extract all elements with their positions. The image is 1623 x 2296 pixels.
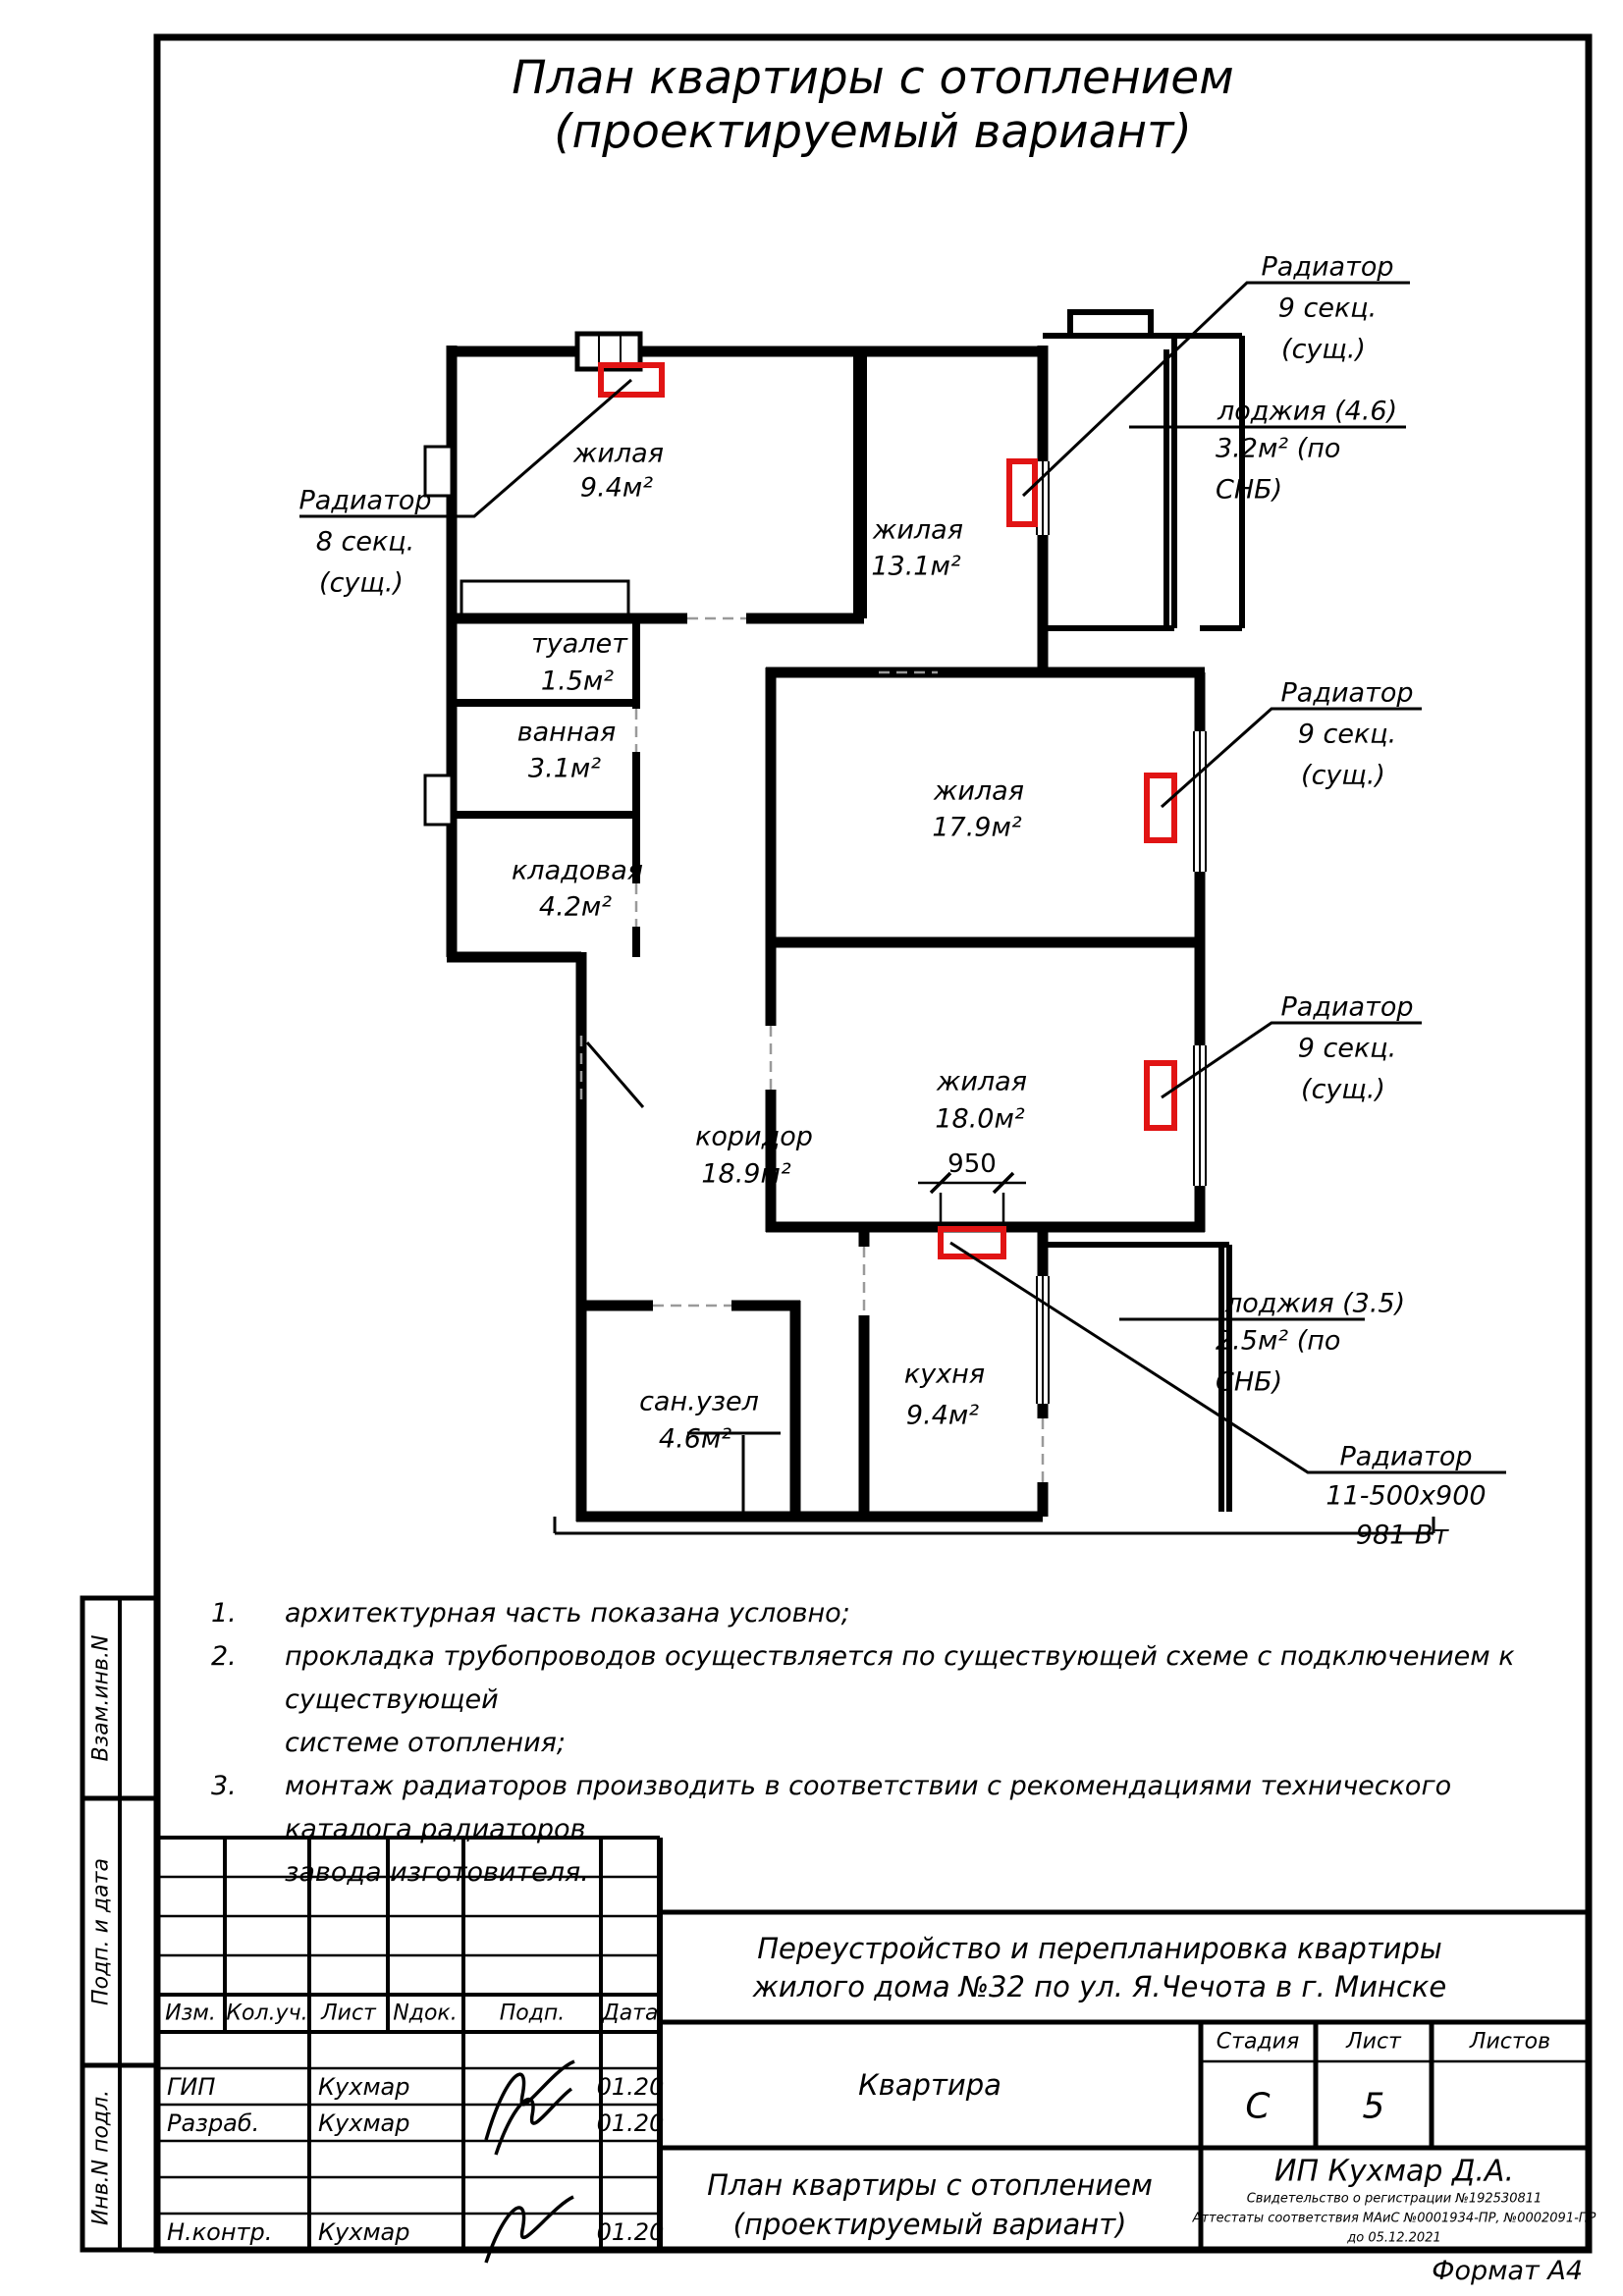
tb-col-koluch: Кол.уч. [226, 2001, 308, 2026]
tb-cert-line: Аттестаты соответствия МАиС №0001934-ПР, №0002091-ПР [1192, 2211, 1596, 2226]
tb-col-podp: Подп. [499, 2001, 566, 2026]
sidebar-label-inv: Инв.N подл. [88, 2089, 114, 2226]
callout-radiator-9sect-1: Радиатор [1261, 251, 1394, 283]
note-item [211, 1765, 1527, 1895]
callout-radiator-8sect: Радиатор [298, 485, 432, 516]
door-openings [581, 618, 1043, 1482]
radiator-rect [1147, 1063, 1174, 1128]
tb-doctitle-line1: План квартиры с отоплением [707, 2168, 1153, 2202]
callout-loggia-35: лоджия (3.5) [1225, 1288, 1406, 1319]
room-label: сан.узел [639, 1386, 759, 1417]
tb-role: Н.контр. [167, 2218, 273, 2246]
room-label: жилая [934, 775, 1024, 807]
tb-sheets-label: Листов [1469, 2029, 1551, 2055]
callout-line: (сущ.) [1301, 760, 1385, 791]
page-title-line2: (проектируемый вариант) [554, 105, 1192, 159]
tb-role: ГИП [167, 2073, 216, 2101]
note-number: 2. [211, 1641, 237, 1672]
tb-stage-label: Стадия [1216, 2029, 1300, 2055]
tb-doctitle-line2: (проектируемый вариант) [732, 2208, 1127, 2241]
room-label: кухня [903, 1359, 986, 1390]
sidebar-label-vzam: Взам.инв.N [88, 1634, 114, 1762]
callout-line: (сущ.) [1301, 1074, 1385, 1105]
callout-line: (сущ.) [1281, 334, 1366, 365]
radiator-rect [1009, 461, 1035, 524]
tb-col-list: Лист [321, 2001, 376, 2026]
callout-radiator-9sect-3: Радиатор [1280, 991, 1414, 1023]
room-label: ванная [516, 717, 617, 748]
tb-cert-line: до 05.12.2021 [1347, 2230, 1441, 2246]
notes-list [211, 1592, 1527, 1895]
room-label: коридор [695, 1121, 813, 1152]
tb-cert-line: Свидетельство о регистрации №192530811 [1246, 2191, 1542, 2207]
tb-sheet-label: Лист [1346, 2029, 1401, 2055]
tb-date: 01.20 [596, 2073, 665, 2101]
radiators [601, 365, 1174, 1256]
room-label: кладовая [512, 855, 643, 886]
callout-line: 9 секц. [1277, 293, 1378, 324]
tb-date: 01.20 [596, 2109, 665, 2137]
callout-radiator-kitchen: Радиатор [1339, 1441, 1473, 1472]
signature-scribbles [486, 2061, 574, 2263]
frame [157, 37, 1589, 2250]
note-line: архитектурная часть показана условно; [285, 1598, 850, 1629]
dimension-value: 950 [947, 1149, 997, 1179]
tb-project-line1: Переустройство и перепланировка квартиры [757, 1932, 1442, 1965]
tb-name: Кухмар [318, 2109, 410, 2137]
callout-line: 9 секц. [1297, 1033, 1397, 1064]
tb-col-data: Дата [602, 2001, 659, 2026]
tb-object: Квартира [858, 2068, 1001, 2102]
tb-project-line2: жилого дома №32 по ул. Я.Чечота в г. Минске [752, 1970, 1447, 2003]
tb-col-izm: Изм. [165, 2001, 216, 2026]
walls [447, 346, 1205, 1522]
room-area: 4.2м² [538, 891, 613, 923]
note-number: 3. [211, 1771, 237, 1801]
loggia-walls [1043, 312, 1242, 1512]
page-title-line1: План квартиры с отоплением [512, 51, 1234, 105]
room-area: 9.4м² [579, 472, 654, 504]
tb-name: Кухмар [318, 2218, 410, 2246]
callout-line: 8 секц. [315, 526, 415, 558]
note-item [211, 1635, 1527, 1765]
room-area: 18.9м² [701, 1158, 791, 1190]
note-line: системе отопления; [285, 1728, 566, 1758]
callout-line: СНБ) [1216, 474, 1283, 506]
room-area: 17.9м² [932, 812, 1022, 843]
sidebar-label-podp: Подп. и дата [88, 1858, 114, 2005]
radiator-rect [1147, 775, 1174, 840]
callout-line: 981 Вт [1355, 1520, 1449, 1551]
callout-line: СНБ) [1216, 1366, 1283, 1398]
tb-company: ИП Кухмар Д.А. [1274, 2154, 1514, 2189]
radiator-rect [941, 1229, 1003, 1256]
room-area: 13.1м² [871, 551, 961, 582]
room-label: туалет [531, 628, 627, 660]
tb-name: Кухмар [318, 2073, 410, 2101]
callout-radiator-9sect-2: Радиатор [1280, 677, 1414, 709]
room-area: 9.4м² [905, 1400, 980, 1431]
room-label: жилая [873, 514, 963, 546]
room-area: 3.1м² [527, 753, 602, 784]
tb-col-ndok: Nдок. [393, 2001, 458, 2026]
note-item [211, 1592, 1527, 1635]
room-label: жилая [937, 1066, 1027, 1097]
callout-line: 9 секц. [1297, 719, 1397, 750]
tb-date: 01.20 [596, 2218, 665, 2246]
tb-sheet-value: 5 [1362, 2086, 1385, 2127]
callout-line: 2.5м² (по [1216, 1325, 1341, 1357]
room-area: 18.0м² [935, 1103, 1025, 1135]
dimension-lines [918, 1173, 1026, 1225]
callout-loggia-46: лоджия (4.6) [1217, 396, 1398, 427]
note-line: прокладка трубопроводов осуществляется по существующей схеме с подключением к существующей [285, 1641, 1515, 1715]
note-line: завода изготовителя. [285, 1857, 589, 1888]
format-label: Формат А4 [1432, 2256, 1583, 2286]
note-line: монтаж радиаторов производить в соответствии с рекомендациями технического каталога радиаторов [285, 1771, 1452, 1844]
room-label: жилая [573, 438, 664, 469]
callout-line: 11-500х900 [1325, 1480, 1487, 1512]
callout-line: 3.2м² (по [1216, 433, 1341, 464]
tb-role: Разраб. [167, 2109, 260, 2137]
room-area: 1.5м² [540, 666, 615, 697]
note-number: 1. [211, 1598, 237, 1629]
callout-line: (сущ.) [319, 567, 404, 599]
tb-stage-value: С [1245, 2086, 1271, 2127]
page-title [157, 51, 1589, 159]
room-area: 4.6м² [658, 1423, 732, 1455]
